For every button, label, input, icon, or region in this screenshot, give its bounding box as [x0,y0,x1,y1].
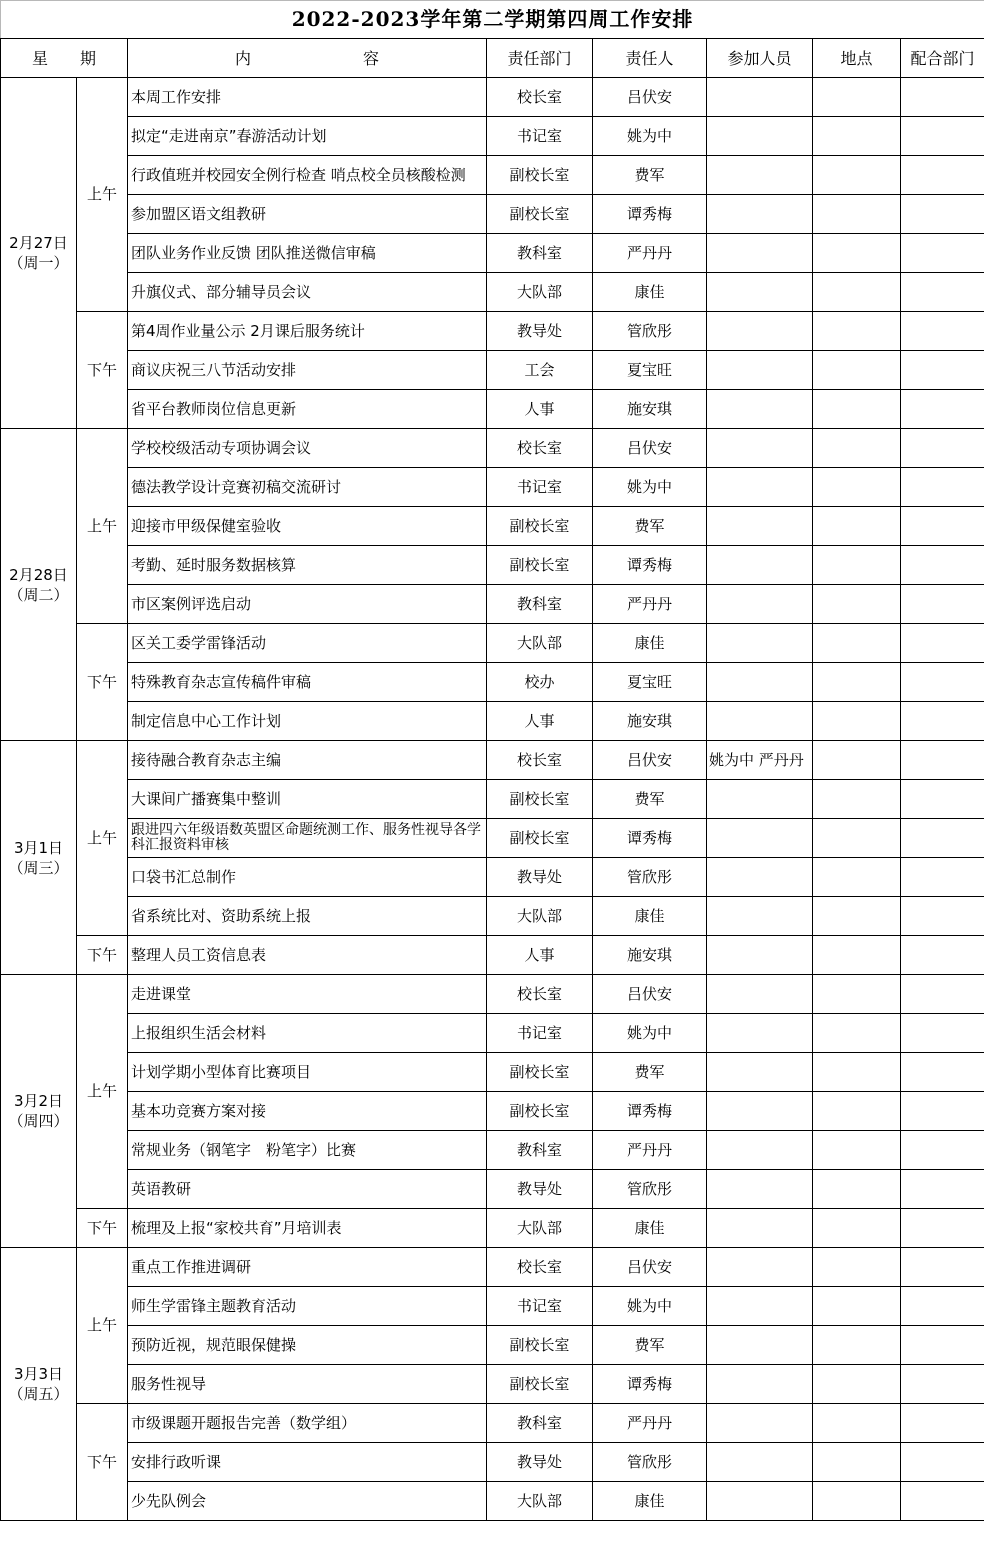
header-day: 星 期 [1,39,128,78]
location-cell [813,1404,901,1443]
responsible-dept: 教导处 [487,1170,593,1209]
participants-cell [707,78,813,117]
table-row [1,858,984,897]
table-row [1,273,984,312]
cooperating-dept-cell [901,1170,984,1209]
task-content: 重点工作推进调研 [128,1248,487,1287]
participants-cell [707,351,813,390]
responsible-person: 严丹丹 [593,1131,707,1170]
location-cell [813,975,901,1014]
participants-cell [707,312,813,351]
task-content: 上报组织生活会材料 [128,1014,487,1053]
table-row [1,390,984,429]
responsible-person: 管欣彤 [593,858,707,897]
table-row [1,585,984,624]
location-cell [813,1131,901,1170]
task-content: 考勤、延时服务数据核算 [128,546,487,585]
task-content: 省系统比对、资助系统上报 [128,897,487,936]
location-cell [813,546,901,585]
day-cell [1,78,77,429]
location-cell [813,1170,901,1209]
day-date: 3月3日 [13,1365,64,1383]
responsible-person: 谭秀梅 [593,1365,707,1404]
table-row [1,312,984,351]
task-content: 省平台教师岗位信息更新 [128,390,487,429]
period-cell: 上午 [77,429,128,624]
location-cell [813,585,901,624]
responsible-dept: 人事 [487,936,593,975]
responsible-dept: 副校长室 [487,195,593,234]
responsible-dept: 教导处 [487,1443,593,1482]
table-row [1,1209,984,1248]
day-date: 3月2日 [13,1092,64,1110]
location-cell [813,156,901,195]
cooperating-dept-cell [901,468,984,507]
responsible-dept: 副校长室 [487,1326,593,1365]
header-person: 责任人 [593,39,707,78]
task-content: 市区案例评选启动 [128,585,487,624]
participants-cell [707,1131,813,1170]
table-row [1,936,984,975]
cooperating-dept-cell [901,1092,984,1131]
table-row [1,1170,984,1209]
period-cell: 下午 [77,1209,128,1248]
participants-cell [707,390,813,429]
participants-cell [707,195,813,234]
header-location: 地点 [813,39,901,78]
location-cell [813,1092,901,1131]
table-row [1,1404,984,1443]
cooperating-dept-cell [901,1287,984,1326]
task-content: 拟定“走进南京”春游活动计划 [128,117,487,156]
responsible-person: 吕伏安 [593,78,707,117]
table-row [1,741,984,780]
table-row [1,234,984,273]
location-cell [813,780,901,819]
cooperating-dept-cell [901,702,984,741]
title-row [1,1,984,39]
participants-cell [707,1443,813,1482]
participants-cell [707,507,813,546]
participants-cell [707,585,813,624]
task-content: 整理人员工资信息表 [128,936,487,975]
task-content: 制定信息中心工作计划 [128,702,487,741]
cooperating-dept-cell [901,1365,984,1404]
participants-cell [707,1014,813,1053]
cooperating-dept-cell [901,663,984,702]
task-content: 师生学雷锋主题教育活动 [128,1287,487,1326]
responsible-dept: 教科室 [487,234,593,273]
cooperating-dept-cell [901,546,984,585]
period-cell: 下午 [77,624,128,741]
responsible-dept: 大队部 [487,273,593,312]
cooperating-dept-cell [901,585,984,624]
cooperating-dept-cell [901,117,984,156]
location-cell [813,351,901,390]
location-cell [813,468,901,507]
responsible-person: 吕伏安 [593,741,707,780]
day-cell [1,741,77,975]
table-row [1,78,984,117]
location-cell [813,507,901,546]
responsible-person: 管欣彤 [593,1443,707,1482]
responsible-dept: 校长室 [487,1248,593,1287]
responsible-person: 吕伏安 [593,975,707,1014]
cooperating-dept-cell [901,624,984,663]
location-cell [813,1443,901,1482]
task-content: 市级课题开题报告完善（数学组） [128,1404,487,1443]
period-cell: 上午 [77,1248,128,1404]
responsible-person: 姚为中 [593,117,707,156]
cooperating-dept-cell [901,936,984,975]
participants-cell [707,429,813,468]
participants-cell [707,1170,813,1209]
cooperating-dept-cell [901,273,984,312]
responsible-dept: 副校长室 [487,156,593,195]
location-cell [813,1248,901,1287]
responsible-dept: 副校长室 [487,1053,593,1092]
task-content: 计划学期小型体育比赛项目 [128,1053,487,1092]
cooperating-dept-cell [901,975,984,1014]
period-cell: 下午 [77,312,128,429]
table-row [1,1365,984,1404]
responsible-person: 管欣彤 [593,312,707,351]
participants-cell [707,546,813,585]
responsible-person: 费军 [593,1053,707,1092]
responsible-person: 费军 [593,156,707,195]
task-content: 走进课堂 [128,975,487,1014]
task-content: 区关工委学雷锋活动 [128,624,487,663]
responsible-person: 吕伏安 [593,1248,707,1287]
period-cell: 上午 [77,975,128,1209]
responsible-dept: 教导处 [487,858,593,897]
location-cell [813,1326,901,1365]
responsible-person: 康佳 [593,624,707,663]
location-cell [813,1287,901,1326]
participants-cell [707,819,813,858]
participants-cell: 姚为中 严丹丹 [707,741,813,780]
responsible-dept: 工会 [487,351,593,390]
cooperating-dept-cell [901,1326,984,1365]
cooperating-dept-cell [901,429,984,468]
table-row [1,897,984,936]
header-content: 内 容 [128,39,487,78]
responsible-dept: 书记室 [487,1287,593,1326]
responsible-dept: 副校长室 [487,507,593,546]
table-row [1,1053,984,1092]
responsible-dept: 人事 [487,390,593,429]
cooperating-dept-cell [901,312,984,351]
responsible-dept: 教科室 [487,1404,593,1443]
responsible-person: 费军 [593,1326,707,1365]
table-row [1,546,984,585]
task-content: 英语教研 [128,1170,487,1209]
table-row [1,507,984,546]
task-content: 大课间广播赛集中整训 [128,780,487,819]
table-row [1,1248,984,1287]
responsible-dept: 书记室 [487,117,593,156]
responsible-person: 夏宝旺 [593,663,707,702]
participants-cell [707,1053,813,1092]
header-cooperating: 配合部门 [901,39,984,78]
day-cell [1,1248,77,1521]
table-row [1,468,984,507]
responsible-person: 严丹丹 [593,1404,707,1443]
task-content: 服务性视导 [128,1365,487,1404]
header-row [1,39,984,78]
cooperating-dept-cell [901,1209,984,1248]
location-cell [813,663,901,702]
table-row [1,1131,984,1170]
participants-cell [707,1482,813,1521]
day-weekday: （周二） [8,585,69,604]
location-cell [813,195,901,234]
participants-cell [707,1287,813,1326]
responsible-dept: 人事 [487,702,593,741]
responsible-dept: 副校长室 [487,546,593,585]
responsible-person: 管欣彤 [593,1170,707,1209]
task-content: 特殊教育杂志宣传稿件审稿 [128,663,487,702]
participants-cell [707,897,813,936]
table-row [1,429,984,468]
participants-cell [707,468,813,507]
participants-cell [707,117,813,156]
task-content: 本周工作安排 [128,78,487,117]
table-row [1,663,984,702]
responsible-person: 姚为中 [593,1014,707,1053]
responsible-dept: 教科室 [487,585,593,624]
responsible-person: 施安琪 [593,702,707,741]
table-row [1,975,984,1014]
cooperating-dept-cell [901,780,984,819]
task-content: 团队业务作业反馈 团队推送微信审稿 [128,234,487,273]
responsible-dept: 副校长室 [487,780,593,819]
task-content: 基本功竞赛方案对接 [128,1092,487,1131]
responsible-dept: 书记室 [487,1014,593,1053]
location-cell [813,936,901,975]
cooperating-dept-cell [901,351,984,390]
period-cell: 上午 [77,741,128,936]
participants-cell [707,1092,813,1131]
header-participants: 参加人员 [707,39,813,78]
location-cell [813,1053,901,1092]
table-row [1,819,984,858]
responsible-person: 谭秀梅 [593,819,707,858]
cooperating-dept-cell [901,1482,984,1521]
header-dept: 责任部门 [487,39,593,78]
day-date: 2月27日 [9,234,68,252]
participants-cell [707,1365,813,1404]
task-content: 学校校级活动专项协调会议 [128,429,487,468]
responsible-dept: 教科室 [487,1131,593,1170]
task-content: 德法教学设计竞赛初稿交流研讨 [128,468,487,507]
responsible-person: 施安琪 [593,390,707,429]
location-cell [813,1209,901,1248]
location-cell [813,624,901,663]
participants-cell [707,858,813,897]
table-row [1,1092,984,1131]
responsible-person: 谭秀梅 [593,546,707,585]
cooperating-dept-cell [901,897,984,936]
cooperating-dept-cell [901,390,984,429]
task-content: 口袋书汇总制作 [128,858,487,897]
responsible-dept: 副校长室 [487,1092,593,1131]
responsible-person: 夏宝旺 [593,351,707,390]
task-content: 少先队例会 [128,1482,487,1521]
responsible-person: 施安琪 [593,936,707,975]
responsible-dept: 校长室 [487,975,593,1014]
responsible-dept: 副校长室 [487,819,593,858]
responsible-dept: 校长室 [487,78,593,117]
responsible-dept: 校长室 [487,741,593,780]
period-cell: 下午 [77,936,128,975]
day-weekday: （周四） [8,1112,69,1130]
table-row [1,1326,984,1365]
table-row [1,702,984,741]
responsible-person: 严丹丹 [593,585,707,624]
cooperating-dept-cell [901,741,984,780]
participants-cell [707,1209,813,1248]
cooperating-dept-cell [901,1404,984,1443]
cooperating-dept-cell [901,1443,984,1482]
participants-cell [707,780,813,819]
cooperating-dept-cell [901,1131,984,1170]
task-content: 迎接市甲级保健室验收 [128,507,487,546]
cooperating-dept-cell [901,507,984,546]
responsible-dept: 书记室 [487,468,593,507]
task-content: 接待融合教育杂志主编 [128,741,487,780]
day-cell [1,429,77,741]
participants-cell [707,702,813,741]
responsible-person: 谭秀梅 [593,195,707,234]
table-row [1,780,984,819]
responsible-dept: 教导处 [487,312,593,351]
day-cell [1,975,77,1248]
responsible-person: 康佳 [593,1482,707,1521]
location-cell [813,117,901,156]
task-content: 梳理及上报“家校共育”月培训表 [128,1209,487,1248]
participants-cell [707,663,813,702]
responsible-person: 费军 [593,780,707,819]
location-cell [813,1014,901,1053]
location-cell [813,234,901,273]
responsible-person: 康佳 [593,897,707,936]
period-cell: 上午 [77,78,128,312]
responsible-dept: 大队部 [487,1209,593,1248]
participants-cell [707,1248,813,1287]
table-row [1,1287,984,1326]
location-cell [813,390,901,429]
cooperating-dept-cell [901,1053,984,1092]
day-date: 2月28日 [9,565,68,584]
responsible-person: 吕伏安 [593,429,707,468]
cooperating-dept-cell [901,195,984,234]
responsible-person: 康佳 [593,273,707,312]
responsible-dept: 大队部 [487,1482,593,1521]
participants-cell [707,624,813,663]
location-cell [813,1365,901,1404]
participants-cell [707,234,813,273]
cooperating-dept-cell [901,1014,984,1053]
task-content: 常规业务（钢笔字 粉笔字）比赛 [128,1131,487,1170]
participants-cell [707,156,813,195]
task-content: 安排行政听课 [128,1443,487,1482]
responsible-dept: 校长室 [487,429,593,468]
responsible-dept: 校办 [487,663,593,702]
task-content: 行政值班并校园安全例行检查 哨点校全员核酸检测 [128,156,487,195]
cooperating-dept-cell [901,1248,984,1287]
responsible-person: 康佳 [593,1209,707,1248]
day-weekday: （周一） [8,254,69,272]
cooperating-dept-cell [901,858,984,897]
day-date: 3月1日 [13,838,64,857]
task-content: 跟进四六年级语数英盟区命题统测工作、服务性视导各学科汇报资料审核 [128,819,487,858]
task-content: 商议庆祝三八节活动安排 [128,351,487,390]
location-cell [813,1482,901,1521]
responsible-person: 谭秀梅 [593,1092,707,1131]
responsible-dept: 大队部 [487,897,593,936]
participants-cell [707,273,813,312]
cooperating-dept-cell [901,234,984,273]
table-row [1,351,984,390]
location-cell [813,741,901,780]
responsible-person: 严丹丹 [593,234,707,273]
responsible-dept: 大队部 [487,624,593,663]
responsible-person: 姚为中 [593,1287,707,1326]
day-weekday: （周三） [8,858,69,877]
participants-cell [707,975,813,1014]
location-cell [813,702,901,741]
day-weekday: （周五） [8,1385,69,1403]
responsible-person: 姚为中 [593,468,707,507]
task-content: 预防近视，规范眼保健操 [128,1326,487,1365]
participants-cell [707,1404,813,1443]
location-cell [813,78,901,117]
location-cell [813,312,901,351]
location-cell [813,273,901,312]
participants-cell [707,1326,813,1365]
responsible-person: 费军 [593,507,707,546]
responsible-dept: 副校长室 [487,1365,593,1404]
task-content: 第4周作业量公示 2月课后服务统计 [128,312,487,351]
participants-cell [707,936,813,975]
table-row [1,1014,984,1053]
table-row [1,1443,984,1482]
period-cell: 下午 [77,1404,128,1521]
cooperating-dept-cell [901,156,984,195]
task-content: 升旗仪式、部分辅导员会议 [128,273,487,312]
task-content: 参加盟区语文组教研 [128,195,487,234]
table-row [1,1482,984,1521]
location-cell [813,897,901,936]
location-cell [813,858,901,897]
location-cell [813,429,901,468]
cooperating-dept-cell [901,819,984,858]
cooperating-dept-cell [901,78,984,117]
location-cell [813,819,901,858]
table-row [1,624,984,663]
table-row [1,117,984,156]
sheet-title: 2022-2023学年第二学期第四周工作安排 [1,1,984,39]
table-row [1,156,984,195]
table-row [1,195,984,234]
